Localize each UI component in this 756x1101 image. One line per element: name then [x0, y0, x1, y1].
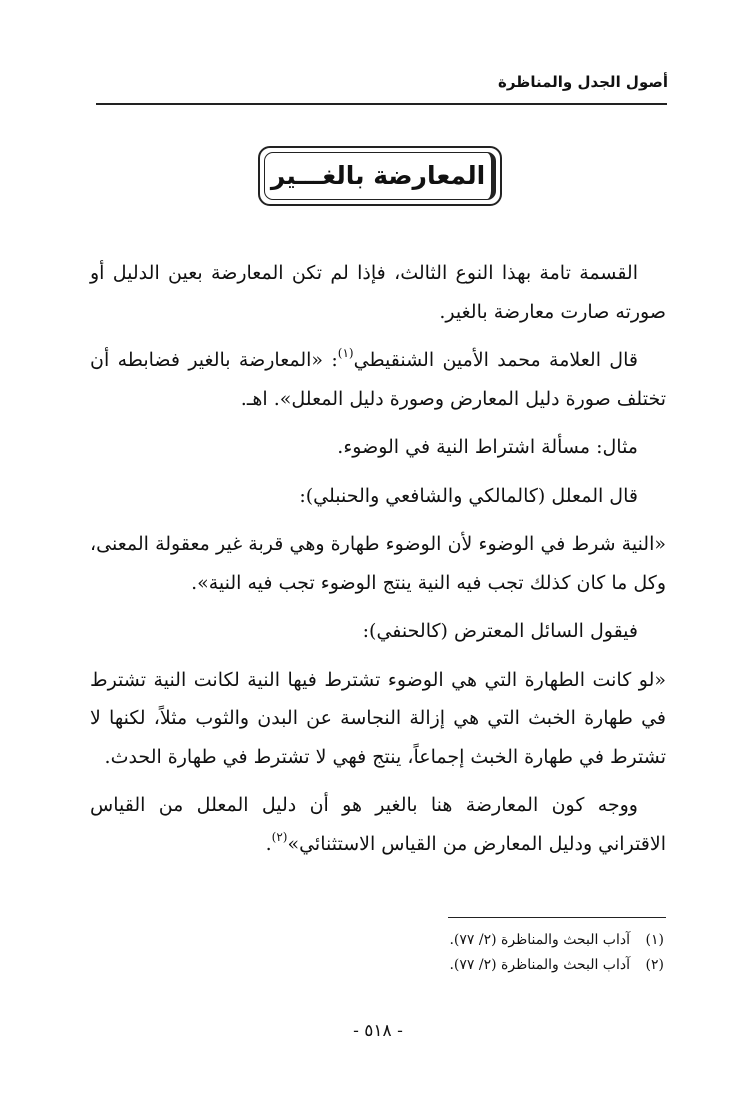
paragraph-8	[90, 786, 666, 863]
paragraph-6: فيقول السائل المعترض (كالحنفي):	[362, 620, 638, 642]
footnote-2	[264, 953, 664, 978]
paragraph-8-part-a: ووجه كون المعارضة هنا بالغير هو أن دليل المعلل من القياس الاقتراني ودليل المعارض من القياس الاستثنائي»	[90, 794, 666, 855]
footnote-ref-2: (٢)	[271, 829, 288, 844]
footnote-number: (٢)	[645, 957, 664, 973]
footnote-ref-1: (١)	[337, 346, 354, 360]
section-title-frame	[258, 146, 502, 206]
page-number: - ٥١٨ -	[353, 1021, 403, 1041]
header-rule	[96, 103, 667, 105]
footnote-text: آداب البحث والمناظرة (٢/ ٧٧).	[449, 957, 630, 973]
footnote-rule	[448, 917, 666, 918]
paragraph-4: قال المعلل (كالمالكي والشافعي والحنبلي):	[299, 484, 638, 507]
running-header: أصول الجدل والمناظرة	[498, 73, 668, 91]
footnotes	[264, 928, 664, 978]
section-title: المعارضة بالغـــير	[270, 161, 486, 190]
paragraph-2	[90, 341, 666, 418]
footnote-number: (١)	[645, 932, 664, 948]
paragraph-8-part-b: .	[265, 832, 272, 855]
section-title-inner-frame	[264, 152, 496, 200]
footnote-text: آداب البحث والمناظرة (٢/ ٧٧).	[449, 932, 630, 948]
paragraph-7: «لو كانت الطهارة التي هي الوضوء تشترط فيها النية لكانت النية تشترط في طهارة الخبث التي هي إزالة النجاسة عن البدن والثوب مثلاً، لكنها لا تشترط في طهارة الخبث إجماعاً، ينتج فهي لا تشترط في طهارة الحدث.	[90, 668, 667, 768]
paragraph-3: مثال: مسألة اشتراط النية في الوضوء.	[337, 436, 638, 458]
paragraph-5: «النية شرط في الوضوء لأن الوضوء طهارة وهي قربة غير معقولة المعنى، وكل ما كان كذلك تجب فيه النية ينتج الوضوء تجب فيه النية».	[90, 533, 666, 594]
paragraph-1: القسمة تامة بهذا النوع الثالث، فإذا لم تكن المعارضة بعين الدليل أو صورته صارت معارضة بالغير.	[90, 262, 666, 323]
paragraph-2-part-a: قال العلامة محمد الأمين الشنقيطي	[353, 349, 638, 371]
footnote-1	[264, 928, 664, 953]
body-text	[90, 254, 666, 873]
paragraph-2-part-b: : «المعارضة بالغير فضابطه أن تختلف صورة دليل المعارض وصورة دليل المعلل». اهـ.	[90, 349, 666, 410]
